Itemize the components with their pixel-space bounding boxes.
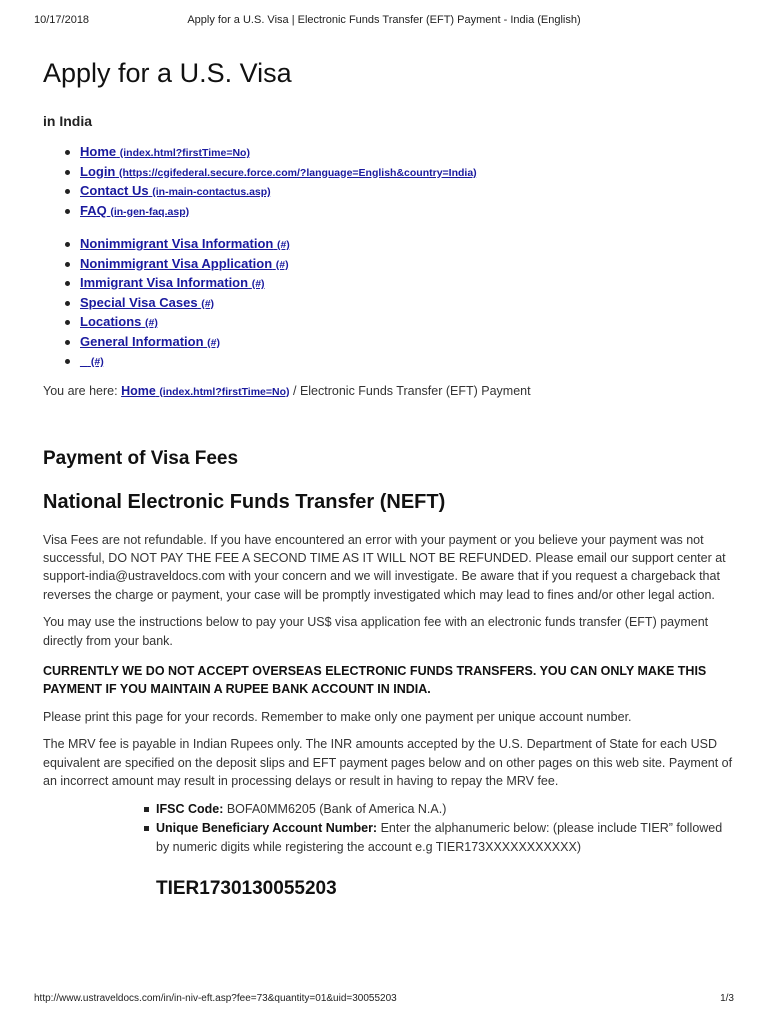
beneficiary-label: Unique Beneficiary Account Number:: [156, 821, 378, 836]
nav-link-faq[interactable]: [80, 203, 189, 218]
nav-link-general-information[interactable]: [80, 334, 220, 349]
nav-link-href: (in-main-contactus.asp): [152, 186, 271, 198]
nav-item-nonimmigrant-visa-application: [80, 255, 733, 275]
ifsc-item: [156, 800, 733, 819]
nav-link-label: General Information: [80, 333, 204, 349]
nav-link-locations[interactable]: [80, 314, 158, 329]
breadcrumb-prefix: You are here:: [43, 383, 118, 398]
print-page-number: 1/3: [720, 993, 734, 1004]
nav-item-home: [80, 143, 733, 163]
breadcrumb-home-href: (index.html?firstTime=No): [159, 385, 290, 398]
print-header: [34, 14, 734, 28]
print-paragraph: Please print this page for your records. Remember to make only one payment per unique account number.: [43, 709, 632, 724]
nav-item-general-information: [80, 333, 733, 353]
ifsc-value: BOFA0MM6205 (Bank of America N.A.): [226, 802, 447, 817]
beneficiary-value: Enter the alphanumeric below: (please include TIER” followed by numeric digits while registering the account e.g TIER173XXXXXXXXXXX): [156, 821, 723, 855]
bank-details-list: [43, 800, 733, 857]
top-nav: [43, 143, 733, 221]
main-nav: [43, 235, 733, 372]
breadcrumb-current: / Electronic Funds Transfer (EFT) Payment: [293, 383, 531, 398]
nav-link-href: (#): [276, 239, 290, 251]
nav-link-label: Special Visa Cases: [80, 294, 198, 310]
print-url: http://www.ustraveldocs.com/in/in-niv-eft.asp?fee=73&quantity=01&uid=30055203: [34, 993, 397, 1004]
beneficiary-item: [156, 819, 733, 857]
nav-link-special-visa-cases[interactable]: [80, 295, 214, 310]
nav-item-blank: [80, 352, 733, 372]
nav-link-label: Home: [80, 144, 117, 159]
nav-link-immigrant-visa-information[interactable]: [80, 275, 265, 290]
nav-link-label: _: [80, 353, 88, 368]
nav-link-login[interactable]: [80, 164, 477, 179]
ifsc-label: IFSC Code:: [156, 802, 224, 817]
nav-link-nonimmigrant-visa-application[interactable]: [80, 256, 289, 271]
nav-link-label: FAQ: [80, 202, 107, 218]
print-page-title: Apply for a U.S. Visa | Electronic Funds Transfer (EFT) Payment - India (English): [187, 14, 581, 26]
nav-link-label: Nonimmigrant Visa Information: [80, 236, 274, 251]
nav-link-href: (index.html?firstTime=No): [119, 147, 250, 159]
print-date: 10/17/2018: [34, 14, 90, 26]
nav-item-locations: [80, 313, 733, 333]
nav-link-href: (#): [201, 297, 215, 310]
nav-link-contact-us[interactable]: [80, 183, 271, 198]
nav-item-contact-us: [80, 182, 733, 202]
nav-link-blank[interactable]: [80, 353, 104, 368]
breadcrumb: [43, 382, 733, 401]
nav-link-href: (#): [251, 278, 265, 290]
nav-link-href: (#): [90, 356, 104, 368]
nav-link-href: (https://cgifederal.secure.force.com/?language=English&country=India): [119, 166, 477, 179]
nav-link-href: (in-gen-faq.asp): [110, 205, 190, 218]
nav-link-label: Contact Us: [80, 183, 149, 198]
print-footer: [34, 993, 734, 1007]
nav-link-label: Login: [80, 163, 116, 179]
nav-item-immigrant-visa-information: [80, 274, 733, 294]
instructions-paragraph: You may use the instructions below to pay your US$ visa application fee with an electronic funds transfer (EFT) payment directly from your bank.: [43, 615, 709, 648]
nav-link-href: (#): [145, 317, 158, 329]
nav-item-special-visa-cases: [80, 294, 733, 314]
overseas-notice: CURRENTLY WE DO NOT ACCEPT OVERSEAS ELECTRONIC FUNDS TRANSFERS. YOU CAN ONLY MAKE THIS PAYMENT IF YOU MAINTAIN A RUPEE BANK ACCOUNT IN INDIA.: [43, 663, 707, 697]
nav-link-href: (#): [207, 336, 220, 349]
breadcrumb-home-label: Home: [121, 383, 156, 398]
site-subtitle: in India: [43, 113, 92, 129]
neft-heading: National Electronic Funds Transfer (NEFT): [43, 490, 446, 513]
nav-item-nonimmigrant-visa-information: [80, 235, 733, 255]
nav-link-label: Nonimmigrant Visa Application: [80, 255, 273, 271]
beneficiary-account-number: TIER1730130055203: [156, 878, 337, 900]
nav-item-login: [80, 163, 733, 183]
page-content: [43, 56, 733, 901]
refund-paragraph: Visa Fees are not refundable. If you have encountered an error with your payment or you believe your payment was not successful, DO NOT PAY THE FEE A SECOND TIME AS IT WILL NOT BE REFUNDED. Please email our support center at support-india@ustraveldocs.com with your concern and we will investigate. Be aware that if you request a chargeback that reverses the charge or payment, your case will be promptly investigated which may lead to fines and/or other legal action.: [43, 532, 726, 602]
nav-link-label: Locations: [80, 314, 142, 329]
payment-heading: Payment of Visa Fees: [43, 447, 239, 469]
nav-link-home[interactable]: [80, 144, 250, 159]
breadcrumb-home-link[interactable]: [121, 384, 289, 398]
nav-link-href: (#): [275, 258, 289, 271]
nav-link-label: Immigrant Visa Information: [80, 275, 249, 290]
nav-item-faq: [80, 202, 733, 222]
nav-link-nonimmigrant-visa-information[interactable]: [80, 236, 290, 251]
mrv-paragraph: The MRV fee is payable in Indian Rupees only. The INR amounts accepted by the U.S. Department of State for each USD equivalent are specified on the deposit slips and EFT payment pages below and on other pages on this web site. Payment of an incorrect amount may result in processing delays or result in having to repay the MRV fee.: [43, 737, 733, 788]
site-title: Apply for a U.S. Visa: [43, 58, 292, 88]
